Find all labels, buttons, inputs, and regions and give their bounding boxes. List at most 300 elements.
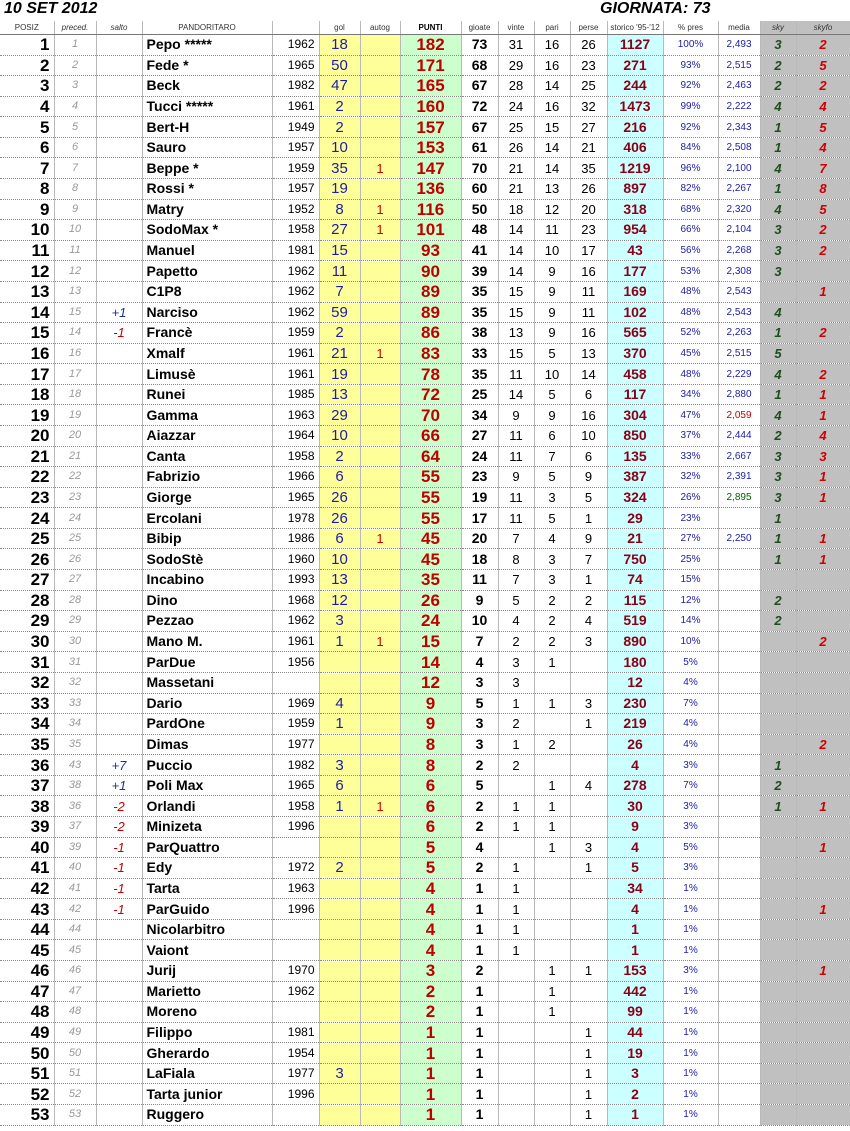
played-cell: 68 <box>461 55 498 76</box>
position-change-cell <box>96 446 142 467</box>
position-change-cell: -1 <box>96 323 142 344</box>
wins-cell: 9 <box>498 405 534 426</box>
historic-cell: 1 <box>607 1105 663 1126</box>
average-cell: 2,391 <box>718 467 760 488</box>
average-cell <box>718 590 760 611</box>
draws-cell: 10 <box>534 364 570 385</box>
draws-cell: 14 <box>534 76 570 97</box>
losses-cell: 26 <box>570 179 607 200</box>
presence-pct-cell: 48% <box>663 364 718 385</box>
wins-cell <box>498 981 534 1002</box>
played-cell: 48 <box>461 220 498 241</box>
played-cell: 9 <box>461 590 498 611</box>
position-change-cell <box>96 35 142 56</box>
player-name-cell: Orlandi <box>142 796 272 817</box>
goals-cell: 13 <box>319 570 360 591</box>
losses-cell: 35 <box>570 158 607 179</box>
historic-cell: 12 <box>607 672 663 693</box>
position-cell: 7 <box>0 158 54 179</box>
col-media: media <box>718 21 760 35</box>
losses-cell: 16 <box>570 405 607 426</box>
sky-cell: 3 <box>760 240 796 261</box>
position-change-cell <box>96 940 142 961</box>
losses-cell: 2 <box>570 590 607 611</box>
position-change-cell: -2 <box>96 816 142 837</box>
previous-position-cell: 5 <box>54 117 96 138</box>
position-change-cell <box>96 179 142 200</box>
average-cell: 2,895 <box>718 487 760 508</box>
sky-cell <box>760 858 796 879</box>
wins-cell: 2 <box>498 631 534 652</box>
previous-position-cell: 52 <box>54 1084 96 1105</box>
previous-position-cell: 13 <box>54 281 96 302</box>
table-row <box>0 549 850 570</box>
table-row <box>0 446 850 467</box>
table-row <box>0 878 850 899</box>
goals-cell: 1 <box>319 796 360 817</box>
historic-cell: 750 <box>607 549 663 570</box>
goals-cell: 26 <box>319 508 360 529</box>
losses-cell: 1 <box>570 714 607 735</box>
goals-cell: 26 <box>319 487 360 508</box>
average-cell: 2,543 <box>718 281 760 302</box>
player-name-cell: ParQuattro <box>142 837 272 858</box>
wins-cell: 14 <box>498 240 534 261</box>
position-change-cell <box>96 1105 142 1126</box>
sky-cell <box>760 981 796 1002</box>
sky-cell: 1 <box>760 755 796 776</box>
skyfo-cell: 5 <box>796 199 850 220</box>
presence-pct-cell: 92% <box>663 117 718 138</box>
position-change-cell <box>96 528 142 549</box>
presence-pct-cell: 3% <box>663 961 718 982</box>
average-cell <box>718 1063 760 1084</box>
average-cell <box>718 878 760 899</box>
sky-cell <box>760 816 796 837</box>
average-cell <box>718 1043 760 1064</box>
points-cell: 55 <box>400 508 461 529</box>
draws-cell: 1 <box>534 961 570 982</box>
skyfo-cell: 2 <box>796 631 850 652</box>
table-row <box>0 734 850 755</box>
draws-cell: 2 <box>534 631 570 652</box>
losses-cell: 6 <box>570 446 607 467</box>
goals-cell <box>319 652 360 673</box>
goals-cell: 1 <box>319 631 360 652</box>
position-change-cell <box>96 1063 142 1084</box>
player-name-cell: Pezzao <box>142 611 272 632</box>
goals-cell: 19 <box>319 179 360 200</box>
draws-cell: 14 <box>534 158 570 179</box>
goals-cell: 6 <box>319 775 360 796</box>
presence-pct-cell: 66% <box>663 220 718 241</box>
position-change-cell <box>96 487 142 508</box>
average-cell <box>718 816 760 837</box>
skyfo-cell: 1 <box>796 837 850 858</box>
presence-pct-cell: 23% <box>663 508 718 529</box>
wins-cell: 11 <box>498 446 534 467</box>
header-row <box>0 21 850 35</box>
col-autog: autog <box>360 21 400 35</box>
average-cell: 2,059 <box>718 405 760 426</box>
average-cell <box>718 652 760 673</box>
average-cell: 2,250 <box>718 528 760 549</box>
played-cell: 4 <box>461 837 498 858</box>
draws-cell: 7 <box>534 446 570 467</box>
sky-cell <box>760 961 796 982</box>
position-cell: 23 <box>0 487 54 508</box>
historic-cell: 99 <box>607 1002 663 1023</box>
birth-year-cell: 1962 <box>272 261 319 282</box>
wins-cell: 8 <box>498 549 534 570</box>
skyfo-cell: 5 <box>796 117 850 138</box>
draws-cell <box>534 672 570 693</box>
birth-year-cell: 1968 <box>272 590 319 611</box>
col-perse: perse <box>570 21 607 35</box>
own-goals-cell <box>360 76 400 97</box>
historic-cell: 406 <box>607 137 663 158</box>
position-change-cell <box>96 281 142 302</box>
birth-year-cell: 1962 <box>272 281 319 302</box>
position-change-cell <box>96 981 142 1002</box>
birth-year-cell: 1969 <box>272 693 319 714</box>
average-cell: 2,100 <box>718 158 760 179</box>
previous-position-cell: 12 <box>54 261 96 282</box>
skyfo-cell <box>796 714 850 735</box>
position-change-cell <box>96 1084 142 1105</box>
wins-cell: 15 <box>498 302 534 323</box>
table-row <box>0 837 850 858</box>
birth-year-cell: 1952 <box>272 199 319 220</box>
average-cell: 2,543 <box>718 302 760 323</box>
losses-cell: 3 <box>570 837 607 858</box>
losses-cell: 1 <box>570 508 607 529</box>
position-cell: 11 <box>0 240 54 261</box>
player-name-cell: Giorge <box>142 487 272 508</box>
losses-cell: 9 <box>570 528 607 549</box>
average-cell: 2,263 <box>718 323 760 344</box>
birth-year-cell: 1956 <box>272 652 319 673</box>
goals-cell: 7 <box>319 281 360 302</box>
own-goals-cell <box>360 323 400 344</box>
played-cell: 2 <box>461 816 498 837</box>
skyfo-cell: 4 <box>796 137 850 158</box>
losses-cell: 3 <box>570 631 607 652</box>
table-row <box>0 652 850 673</box>
losses-cell: 25 <box>570 76 607 97</box>
points-cell: 5 <box>400 858 461 879</box>
player-name-cell: Nicolarbitro <box>142 919 272 940</box>
own-goals-cell <box>360 816 400 837</box>
historic-cell: 442 <box>607 981 663 1002</box>
wins-cell: 4 <box>498 611 534 632</box>
historic-cell: 177 <box>607 261 663 282</box>
played-cell: 19 <box>461 487 498 508</box>
losses-cell: 3 <box>570 693 607 714</box>
position-change-cell <box>96 240 142 261</box>
table-row <box>0 405 850 426</box>
skyfo-cell: 2 <box>796 364 850 385</box>
presence-pct-cell: 37% <box>663 425 718 446</box>
skyfo-cell <box>796 1084 850 1105</box>
position-cell: 30 <box>0 631 54 652</box>
goals-cell: 18 <box>319 35 360 56</box>
points-cell: 101 <box>400 220 461 241</box>
previous-position-cell: 40 <box>54 858 96 879</box>
sky-cell: 3 <box>760 467 796 488</box>
historic-cell: 1 <box>607 919 663 940</box>
losses-cell: 1 <box>570 1084 607 1105</box>
played-cell: 1 <box>461 1043 498 1064</box>
losses-cell: 5 <box>570 487 607 508</box>
historic-cell: 34 <box>607 878 663 899</box>
position-change-cell <box>96 631 142 652</box>
presence-pct-cell: 3% <box>663 796 718 817</box>
own-goals-cell <box>360 405 400 426</box>
previous-position-cell: 10 <box>54 220 96 241</box>
own-goals-cell <box>360 1043 400 1064</box>
previous-position-cell: 48 <box>54 1002 96 1023</box>
losses-cell: 32 <box>570 96 607 117</box>
position-cell: 26 <box>0 549 54 570</box>
historic-cell: 271 <box>607 55 663 76</box>
losses-cell: 1 <box>570 1022 607 1043</box>
goals-cell <box>319 878 360 899</box>
position-change-cell <box>96 508 142 529</box>
position-cell: 34 <box>0 714 54 735</box>
skyfo-cell <box>796 816 850 837</box>
losses-cell: 11 <box>570 302 607 323</box>
birth-year-cell: 1961 <box>272 96 319 117</box>
played-cell: 38 <box>461 323 498 344</box>
historic-cell: 26 <box>607 734 663 755</box>
own-goals-cell: 1 <box>360 796 400 817</box>
presence-pct-cell: 52% <box>663 323 718 344</box>
draws-cell: 12 <box>534 199 570 220</box>
draws-cell: 3 <box>534 570 570 591</box>
goals-cell <box>319 734 360 755</box>
draws-cell: 3 <box>534 487 570 508</box>
birth-year-cell: 1959 <box>272 158 319 179</box>
table-row <box>0 281 850 302</box>
wins-cell <box>498 1084 534 1105</box>
draws-cell: 2 <box>534 611 570 632</box>
wins-cell <box>498 1063 534 1084</box>
previous-position-cell: 42 <box>54 899 96 920</box>
losses-cell: 4 <box>570 775 607 796</box>
position-cell: 27 <box>0 570 54 591</box>
played-cell: 2 <box>461 755 498 776</box>
previous-position-cell: 49 <box>54 1022 96 1043</box>
skyfo-cell <box>796 590 850 611</box>
own-goals-cell <box>360 940 400 961</box>
position-cell: 53 <box>0 1105 54 1126</box>
previous-position-cell: 7 <box>54 158 96 179</box>
wins-cell: 3 <box>498 652 534 673</box>
wins-cell: 1 <box>498 919 534 940</box>
draws-cell: 5 <box>534 384 570 405</box>
played-cell: 5 <box>461 693 498 714</box>
sky-cell <box>760 652 796 673</box>
own-goals-cell <box>360 878 400 899</box>
losses-cell: 4 <box>570 611 607 632</box>
own-goals-cell <box>360 179 400 200</box>
draws-cell: 13 <box>534 179 570 200</box>
table-row <box>0 816 850 837</box>
table-row <box>0 508 850 529</box>
presence-pct-cell: 45% <box>663 343 718 364</box>
sky-cell <box>760 1043 796 1064</box>
birth-year-cell <box>272 672 319 693</box>
points-cell: 86 <box>400 323 461 344</box>
table-row <box>0 631 850 652</box>
sky-cell: 2 <box>760 775 796 796</box>
player-name-cell: Beppe * <box>142 158 272 179</box>
position-change-cell <box>96 611 142 632</box>
played-cell: 67 <box>461 117 498 138</box>
position-change-cell <box>96 693 142 714</box>
position-change-cell <box>96 714 142 735</box>
draws-cell: 16 <box>534 35 570 56</box>
own-goals-cell <box>360 261 400 282</box>
position-cell: 20 <box>0 425 54 446</box>
played-cell: 41 <box>461 240 498 261</box>
losses-cell <box>570 755 607 776</box>
goals-cell <box>319 1105 360 1126</box>
player-name-cell: Bibip <box>142 528 272 549</box>
sky-cell: 2 <box>760 76 796 97</box>
wins-cell: 9 <box>498 467 534 488</box>
wins-cell: 1 <box>498 693 534 714</box>
goals-cell: 4 <box>319 693 360 714</box>
played-cell: 24 <box>461 446 498 467</box>
birth-year-cell <box>272 837 319 858</box>
average-cell <box>718 775 760 796</box>
historic-cell: 565 <box>607 323 663 344</box>
draws-cell: 9 <box>534 405 570 426</box>
wins-cell: 1 <box>498 899 534 920</box>
col-pandoritaro: PANDORITARO <box>142 21 272 35</box>
skyfo-cell <box>796 1002 850 1023</box>
skyfo-cell <box>796 652 850 673</box>
player-name-cell: Tucci ***** <box>142 96 272 117</box>
draws-cell <box>534 755 570 776</box>
historic-cell: 324 <box>607 487 663 508</box>
losses-cell <box>570 919 607 940</box>
player-name-cell: Fede * <box>142 55 272 76</box>
presence-pct-cell: 12% <box>663 590 718 611</box>
sky-cell <box>760 631 796 652</box>
presence-pct-cell: 53% <box>663 261 718 282</box>
giornata-label: GIORNATA: 73 <box>600 0 711 17</box>
historic-cell: 43 <box>607 240 663 261</box>
sky-cell: 1 <box>760 323 796 344</box>
previous-position-cell: 43 <box>54 755 96 776</box>
points-cell: 90 <box>400 261 461 282</box>
sky-cell <box>760 940 796 961</box>
player-name-cell: Edy <box>142 858 272 879</box>
historic-cell: 4 <box>607 899 663 920</box>
average-cell <box>718 1084 760 1105</box>
losses-cell <box>570 672 607 693</box>
position-cell: 31 <box>0 652 54 673</box>
played-cell: 72 <box>461 96 498 117</box>
skyfo-cell: 4 <box>796 96 850 117</box>
points-cell: 6 <box>400 796 461 817</box>
presence-pct-cell: 1% <box>663 1002 718 1023</box>
presence-pct-cell: 1% <box>663 919 718 940</box>
played-cell: 1 <box>461 1105 498 1126</box>
sky-cell <box>760 1105 796 1126</box>
own-goals-cell <box>360 672 400 693</box>
points-cell: 136 <box>400 179 461 200</box>
own-goals-cell <box>360 899 400 920</box>
own-goals-cell <box>360 570 400 591</box>
col-pres: % pres <box>663 21 718 35</box>
played-cell: 2 <box>461 858 498 879</box>
goals-cell <box>319 961 360 982</box>
table-row <box>0 487 850 508</box>
own-goals-cell <box>360 117 400 138</box>
position-change-cell <box>96 734 142 755</box>
own-goals-cell <box>360 1105 400 1126</box>
points-cell: 1 <box>400 1105 461 1126</box>
losses-cell <box>570 981 607 1002</box>
skyfo-cell: 2 <box>796 323 850 344</box>
own-goals-cell <box>360 446 400 467</box>
own-goals-cell: 1 <box>360 631 400 652</box>
table-row <box>0 590 850 611</box>
played-cell: 4 <box>461 652 498 673</box>
birth-year-cell: 1966 <box>272 467 319 488</box>
skyfo-cell: 4 <box>796 425 850 446</box>
table-row <box>0 528 850 549</box>
birth-year-cell: 1996 <box>272 816 319 837</box>
losses-cell: 9 <box>570 467 607 488</box>
wins-cell: 5 <box>498 590 534 611</box>
presence-pct-cell: 92% <box>663 76 718 97</box>
points-cell: 1 <box>400 1084 461 1105</box>
previous-position-cell: 36 <box>54 796 96 817</box>
historic-cell: 115 <box>607 590 663 611</box>
wins-cell: 11 <box>498 425 534 446</box>
points-cell: 45 <box>400 528 461 549</box>
player-name-cell: Jurij <box>142 961 272 982</box>
losses-cell: 6 <box>570 384 607 405</box>
goals-cell: 59 <box>319 302 360 323</box>
presence-pct-cell: 1% <box>663 1084 718 1105</box>
previous-position-cell: 21 <box>54 446 96 467</box>
position-cell: 4 <box>0 96 54 117</box>
historic-cell: 304 <box>607 405 663 426</box>
average-cell <box>718 981 760 1002</box>
own-goals-cell <box>360 137 400 158</box>
wins-cell: 2 <box>498 755 534 776</box>
average-cell <box>718 1022 760 1043</box>
presence-pct-cell: 99% <box>663 96 718 117</box>
previous-position-cell: 22 <box>54 467 96 488</box>
draws-cell: 16 <box>534 55 570 76</box>
birth-year-cell: 1962 <box>272 35 319 56</box>
previous-position-cell: 53 <box>54 1105 96 1126</box>
player-name-cell: Pepo ***** <box>142 35 272 56</box>
draws-cell: 1 <box>534 652 570 673</box>
own-goals-cell <box>360 734 400 755</box>
goals-cell: 8 <box>319 199 360 220</box>
played-cell: 2 <box>461 961 498 982</box>
sky-cell: 4 <box>760 158 796 179</box>
position-change-cell <box>96 1022 142 1043</box>
